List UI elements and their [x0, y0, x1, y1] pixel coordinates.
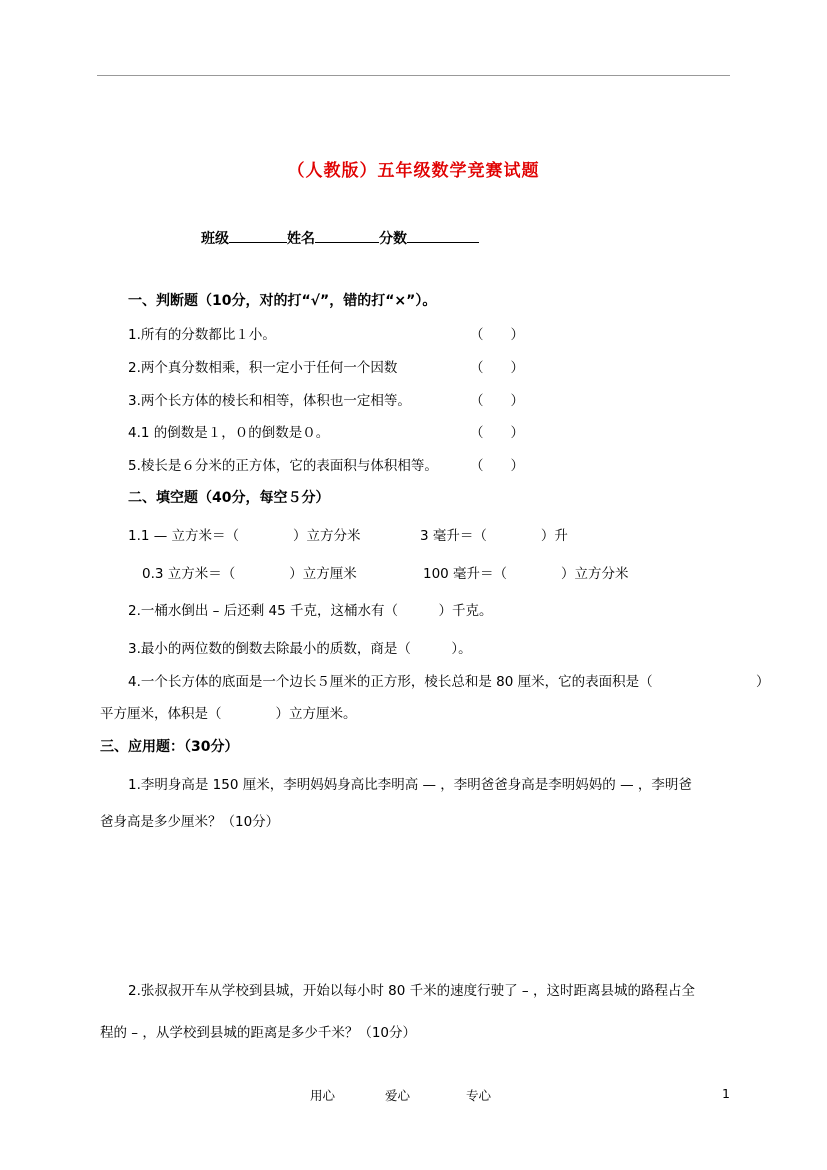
score-blank[interactable]	[407, 228, 479, 243]
section3-heading: 三、应用题：（30分）	[100, 739, 239, 755]
class-label: 班级	[201, 231, 229, 247]
footer-middle: 爱心	[385, 1088, 411, 1103]
section2-heading: 二、填空题（40分，每空５分）	[128, 490, 330, 506]
problem-1-line1: 1.李明身高是 150 厘米，李明妈妈身高比李明高 — ，李明爸爸身高是李明妈妈的 — ，李明爸	[128, 777, 692, 793]
footer-right: 专心	[466, 1088, 492, 1103]
fill-item-1a: 1.1 — 立方米＝（ ）立方分米	[128, 528, 361, 544]
judge-answer-2[interactable]: （ ）	[470, 360, 524, 376]
fill-item-4: 4.一个长方体的底面是一个边长５厘米的正方形，棱长总和是 80 厘米，它的表面积是（	[128, 674, 653, 690]
fill-item-1b: 3 毫升＝（ ）升	[420, 528, 568, 544]
judge-answer-3[interactable]: （ ）	[470, 393, 524, 409]
student-info-line	[201, 228, 479, 248]
section1-heading: 一、判断题（10分，对的打“√”，错的打“×”）。	[128, 293, 437, 309]
footer-left: 用心	[310, 1088, 336, 1103]
fill-item-4-close: ）	[756, 674, 770, 690]
judge-item-5: 5.棱长是６分米的正方体，它的表面积与体积相等。	[128, 458, 438, 474]
fill-item-3: 3.最小的两位数的倒数去除最小的质数，商是（ ）。	[128, 641, 472, 657]
problem-1-line2: 爸身高是多少厘米？（10分）	[100, 814, 280, 830]
judge-item-2: 2.两个真分数相乘，积一定小于任何一个因数	[128, 360, 398, 376]
judge-answer-5[interactable]: （ ）	[470, 458, 524, 474]
problem-2-line2: 程的 – ，从学校到县城的距离是多少千米？（10分）	[100, 1025, 417, 1041]
page-title: （人教版）五年级数学竞赛试题	[287, 161, 540, 181]
class-blank[interactable]	[229, 228, 287, 243]
fill-item-1d: 100 毫升＝（ ）立方分米	[423, 566, 629, 582]
fill-item-4-continued: 平方厘米，体积是（ ）立方厘米。	[100, 706, 357, 722]
score-label: 分数	[379, 231, 407, 247]
judge-item-3: 3.两个长方体的棱长和相等，体积也一定相等。	[128, 393, 411, 409]
problem-2-line1: 2.张叔叔开车从学校到县城，开始以每小时 80 千米的速度行驶了 – ，这时距离县城的路程占全	[128, 983, 695, 999]
judge-answer-1[interactable]: （ ）	[470, 327, 524, 343]
name-blank[interactable]	[315, 228, 379, 243]
fill-item-2: 2.一桶水倒出 – 后还剩 45 千克，这桶水有（ ）千克。	[128, 603, 493, 619]
page-number: 1	[722, 1086, 730, 1101]
name-label: 姓名	[287, 231, 315, 247]
judge-item-4: 4.1 的倒数是１，０的倒数是０。	[128, 425, 330, 441]
header-rule	[97, 75, 730, 76]
judge-answer-4[interactable]: （ ）	[470, 425, 524, 441]
judge-item-1: 1.所有的分数都比１小。	[128, 327, 276, 343]
fill-item-1c: 0.3 立方米＝（ ）立方厘米	[142, 566, 357, 582]
